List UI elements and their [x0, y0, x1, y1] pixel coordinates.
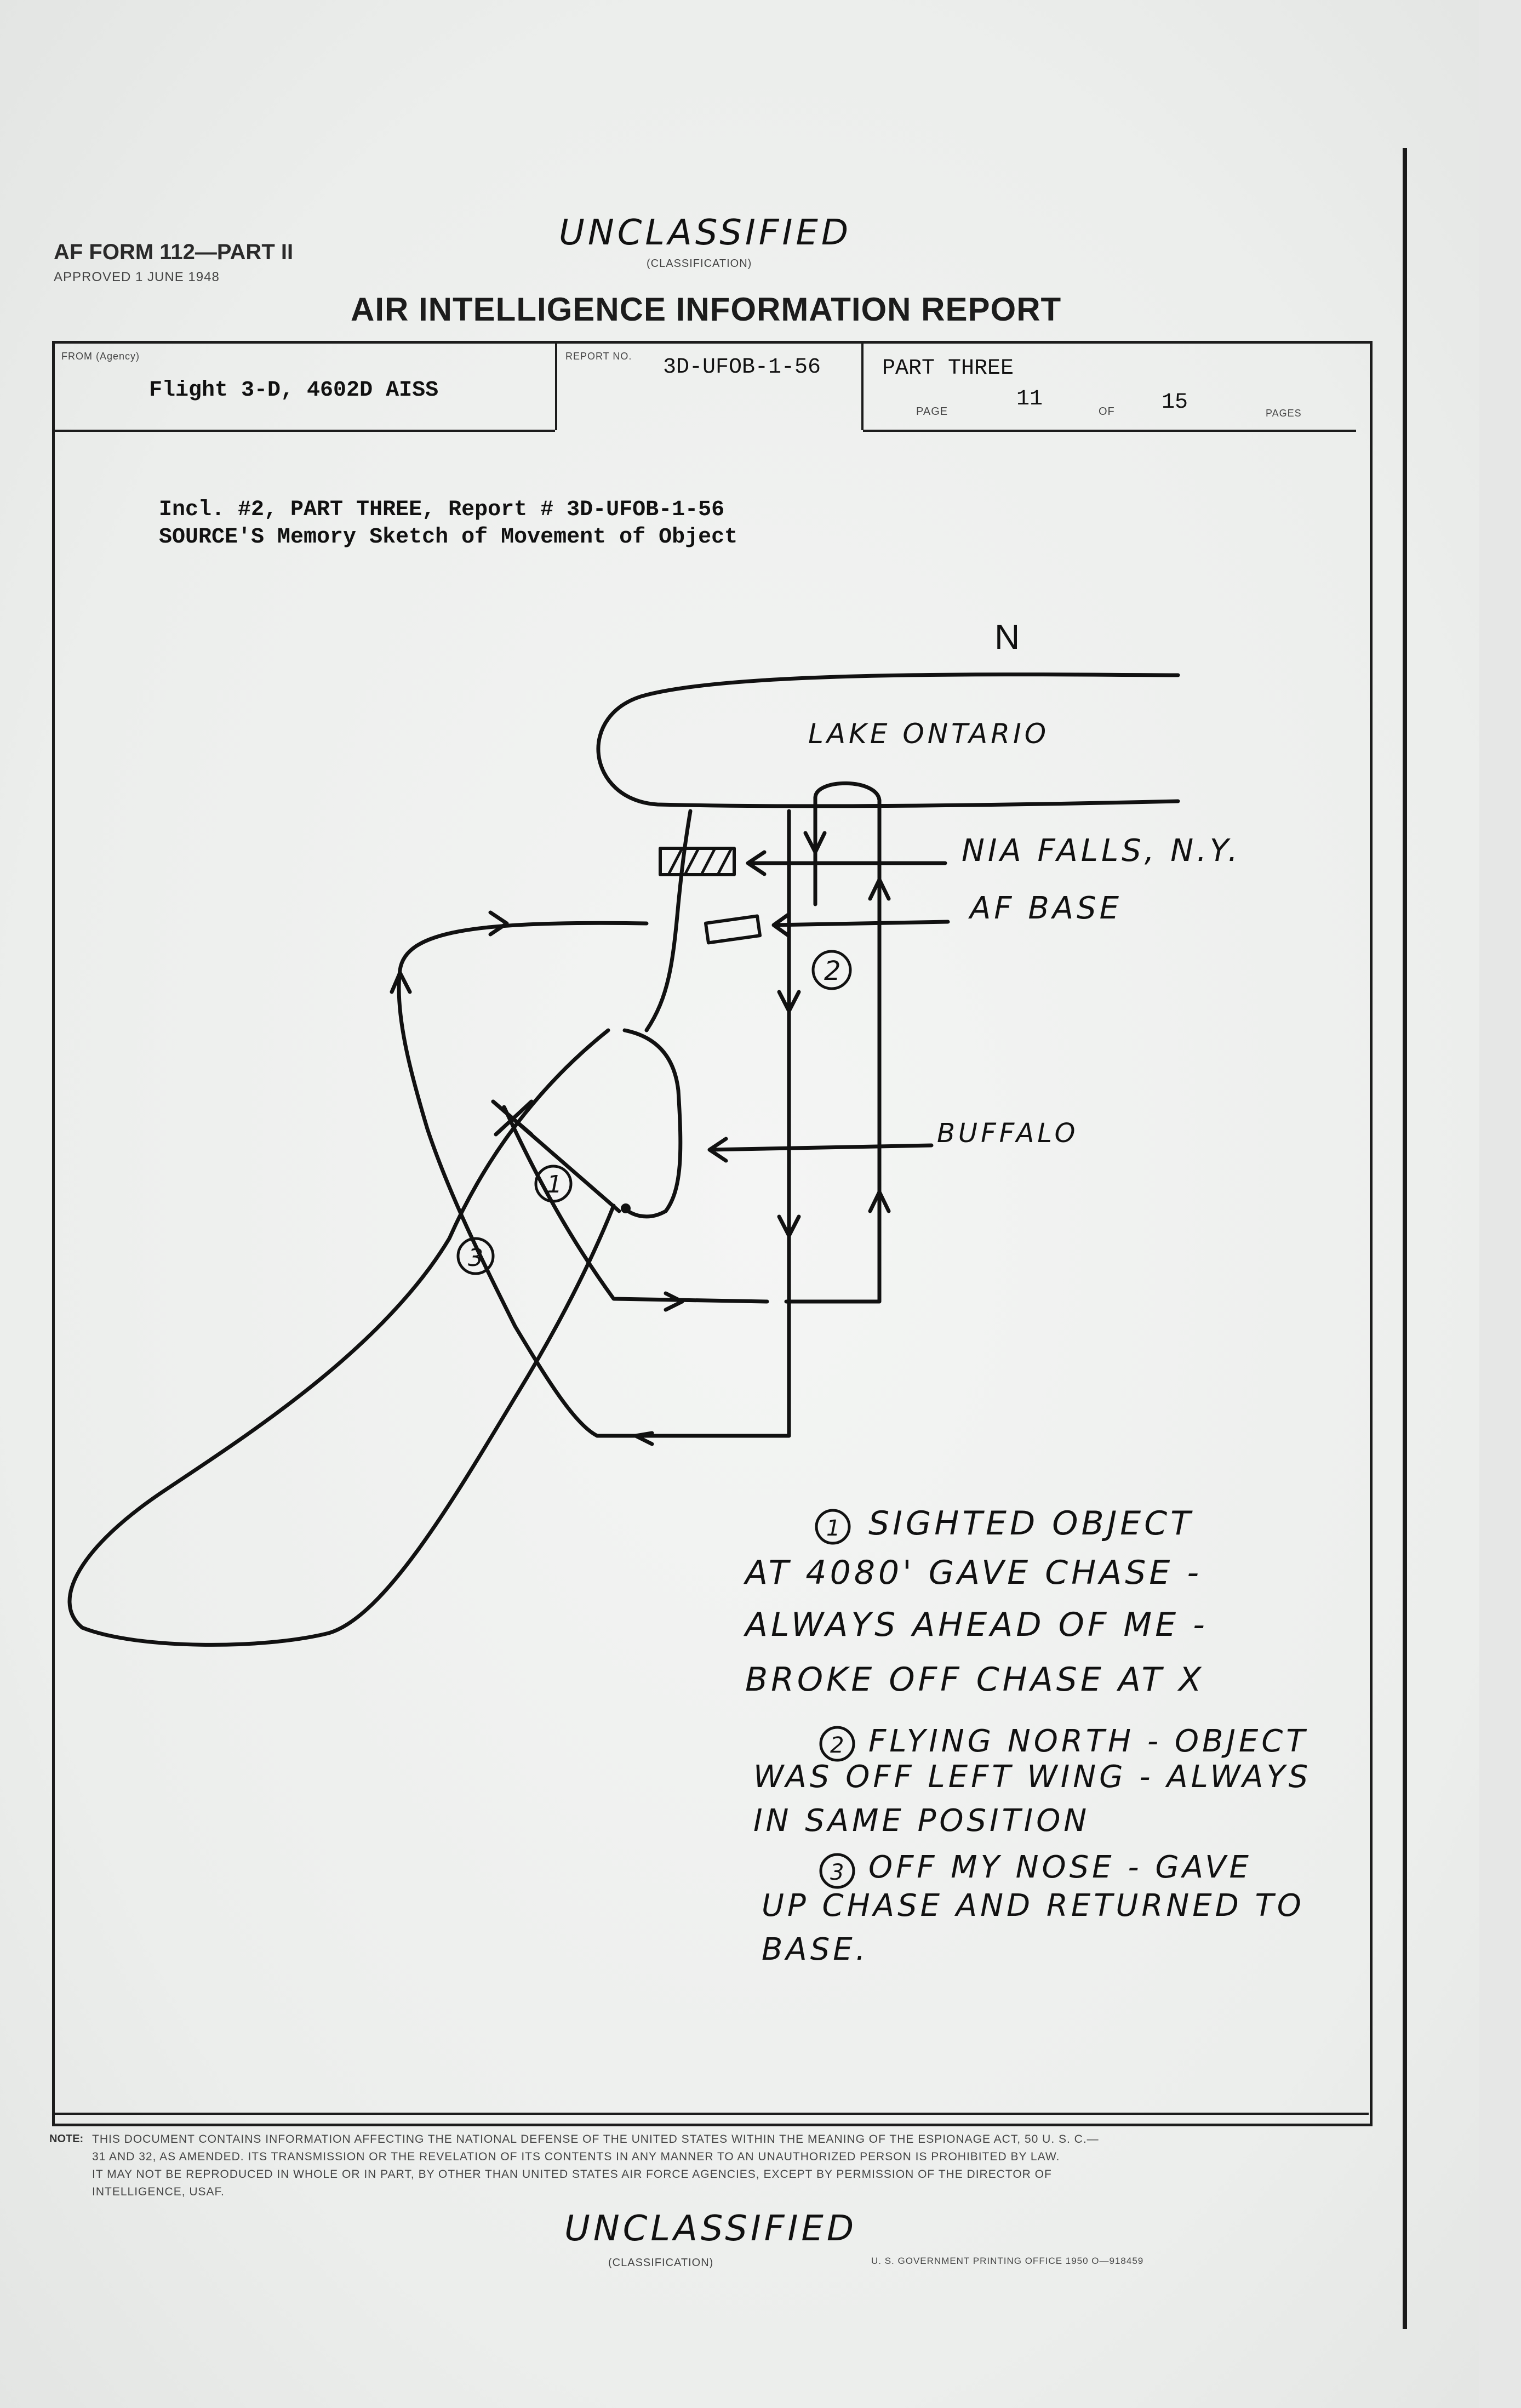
- buffalo-label: BUFFALO: [937, 1118, 1079, 1149]
- footer-note-line-1: THIS DOCUMENT CONTAINS INFORMATION AFFECTING THE NATIONAL DEFENSE OF THE UNITED STATES WITHIN THE MEANING OF THE ESPIONAGE ACT, 50 U. S. C.—: [92, 2133, 1099, 2145]
- path-3-loop: [399, 923, 647, 1436]
- arrowhead: [636, 1433, 652, 1444]
- pages-label: PAGES: [1266, 408, 1302, 419]
- falls-label: NIA FALLS, N.Y.: [962, 833, 1241, 869]
- note-2-line-3: IN SAME POSITION: [753, 1803, 1090, 1839]
- page-label: PAGE: [916, 406, 948, 418]
- incl-line: Incl. #2, PART THREE, Report # 3D-UFOB-1-56: [159, 498, 725, 522]
- note-3-number: 3: [830, 1860, 844, 1885]
- southwest-lobe: [70, 1030, 614, 1645]
- falls-pointer: [748, 852, 945, 874]
- note-3-line-2: UP CHASE AND RETURNED TO: [762, 1888, 1305, 1924]
- note-3-line-3: BASE.: [762, 1932, 869, 1967]
- classification-top: UNCLASSIFIED: [559, 213, 852, 253]
- classification-bottom: UNCLASSIFIED: [564, 2209, 857, 2249]
- marker-2-label: 2: [824, 956, 841, 986]
- footer-note-line-4: INTELLIGENCE, USAF.: [92, 2186, 225, 2198]
- footer-note-label: NOTE:: [49, 2133, 84, 2145]
- from-label: FROM (Agency): [61, 351, 140, 362]
- report-no-value: 3D-UFOB-1-56: [663, 355, 821, 380]
- marker-1-label: 1: [547, 1171, 562, 1199]
- footer-note-line-2: 31 AND 32, AS AMENDED. ITS TRANSMISSION OR THE REVELATION OF ITS CONTENTS IN ANY MANNER TO AN UNAUTHORIZED PERSON IS PROHIBITED BY LAW.: [92, 2150, 1060, 2163]
- printing-office-line: U. S. GOVERNMENT PRINTING OFFICE 1950 O—918459: [871, 2256, 1144, 2266]
- note-2-line-2: WAS OFF LEFT WING - ALWAYS: [753, 1759, 1312, 1795]
- approved-date: APPROVED 1 JUNE 1948: [54, 270, 220, 284]
- classification-label-top: (CLASSIFICATION): [647, 258, 752, 270]
- path-2-track: [786, 783, 879, 1302]
- north-label: N: [994, 617, 1020, 657]
- af-base-rectangle: [706, 916, 760, 943]
- buffalo-pointer: [710, 1139, 931, 1161]
- note-1-number: 1: [826, 1516, 840, 1541]
- note-2-number: 2: [830, 1733, 844, 1758]
- base-pointer: [774, 914, 948, 936]
- footer-note-line-3: IT MAY NOT BE REPRODUCED IN WHOLE OR IN PART, BY OTHER THAN UNITED STATES AIR FORCE AGENCIES, EXCEPT BY PERMISSION OF THE DIRECTOR OF: [92, 2168, 1052, 2181]
- part-value: PART THREE: [882, 356, 1014, 381]
- note-1-line-4: BROKE OFF CHASE AT X: [745, 1661, 1205, 1699]
- from-value: Flight 3-D, 4602D AISS: [149, 378, 439, 403]
- path-1-crossing: [504, 1107, 767, 1302]
- base-label: AF BASE: [970, 891, 1122, 926]
- note-3-line-1: OFF MY NOSE - GAVE: [868, 1850, 1252, 1885]
- niagara-river: [647, 811, 690, 1030]
- path-2-descend: [597, 811, 789, 1436]
- lake-label: LAKE ONTARIO: [808, 718, 1050, 750]
- form-id: AF FORM 112—PART II: [54, 240, 294, 264]
- of-label: OF: [1099, 406, 1115, 418]
- falls-hatch: [668, 848, 731, 875]
- sketch-caption: SOURCE'S Memory Sketch of Movement of Object: [159, 525, 738, 550]
- note-2-line-1: FLYING NORTH - OBJECT: [868, 1724, 1308, 1759]
- note-1-line-2: AT 4080' GAVE CHASE -: [745, 1554, 1203, 1592]
- buffalo-outline: [625, 1030, 681, 1217]
- page-value: 11: [1016, 387, 1043, 412]
- note-1-line-1: SIGHTED OBJECT: [868, 1504, 1194, 1543]
- report-title: AIR INTELLIGENCE INFORMATION REPORT: [351, 291, 1062, 328]
- arrowhead: [490, 912, 507, 934]
- buffalo-dot: [621, 1203, 631, 1213]
- note-1-line-3: ALWAYS AHEAD OF ME -: [745, 1606, 1208, 1644]
- of-value: 15: [1162, 390, 1188, 415]
- marker-3-label: 3: [468, 1244, 483, 1272]
- report-no-label: REPORT NO.: [565, 351, 632, 362]
- classification-label-bottom: (CLASSIFICATION): [608, 2257, 714, 2269]
